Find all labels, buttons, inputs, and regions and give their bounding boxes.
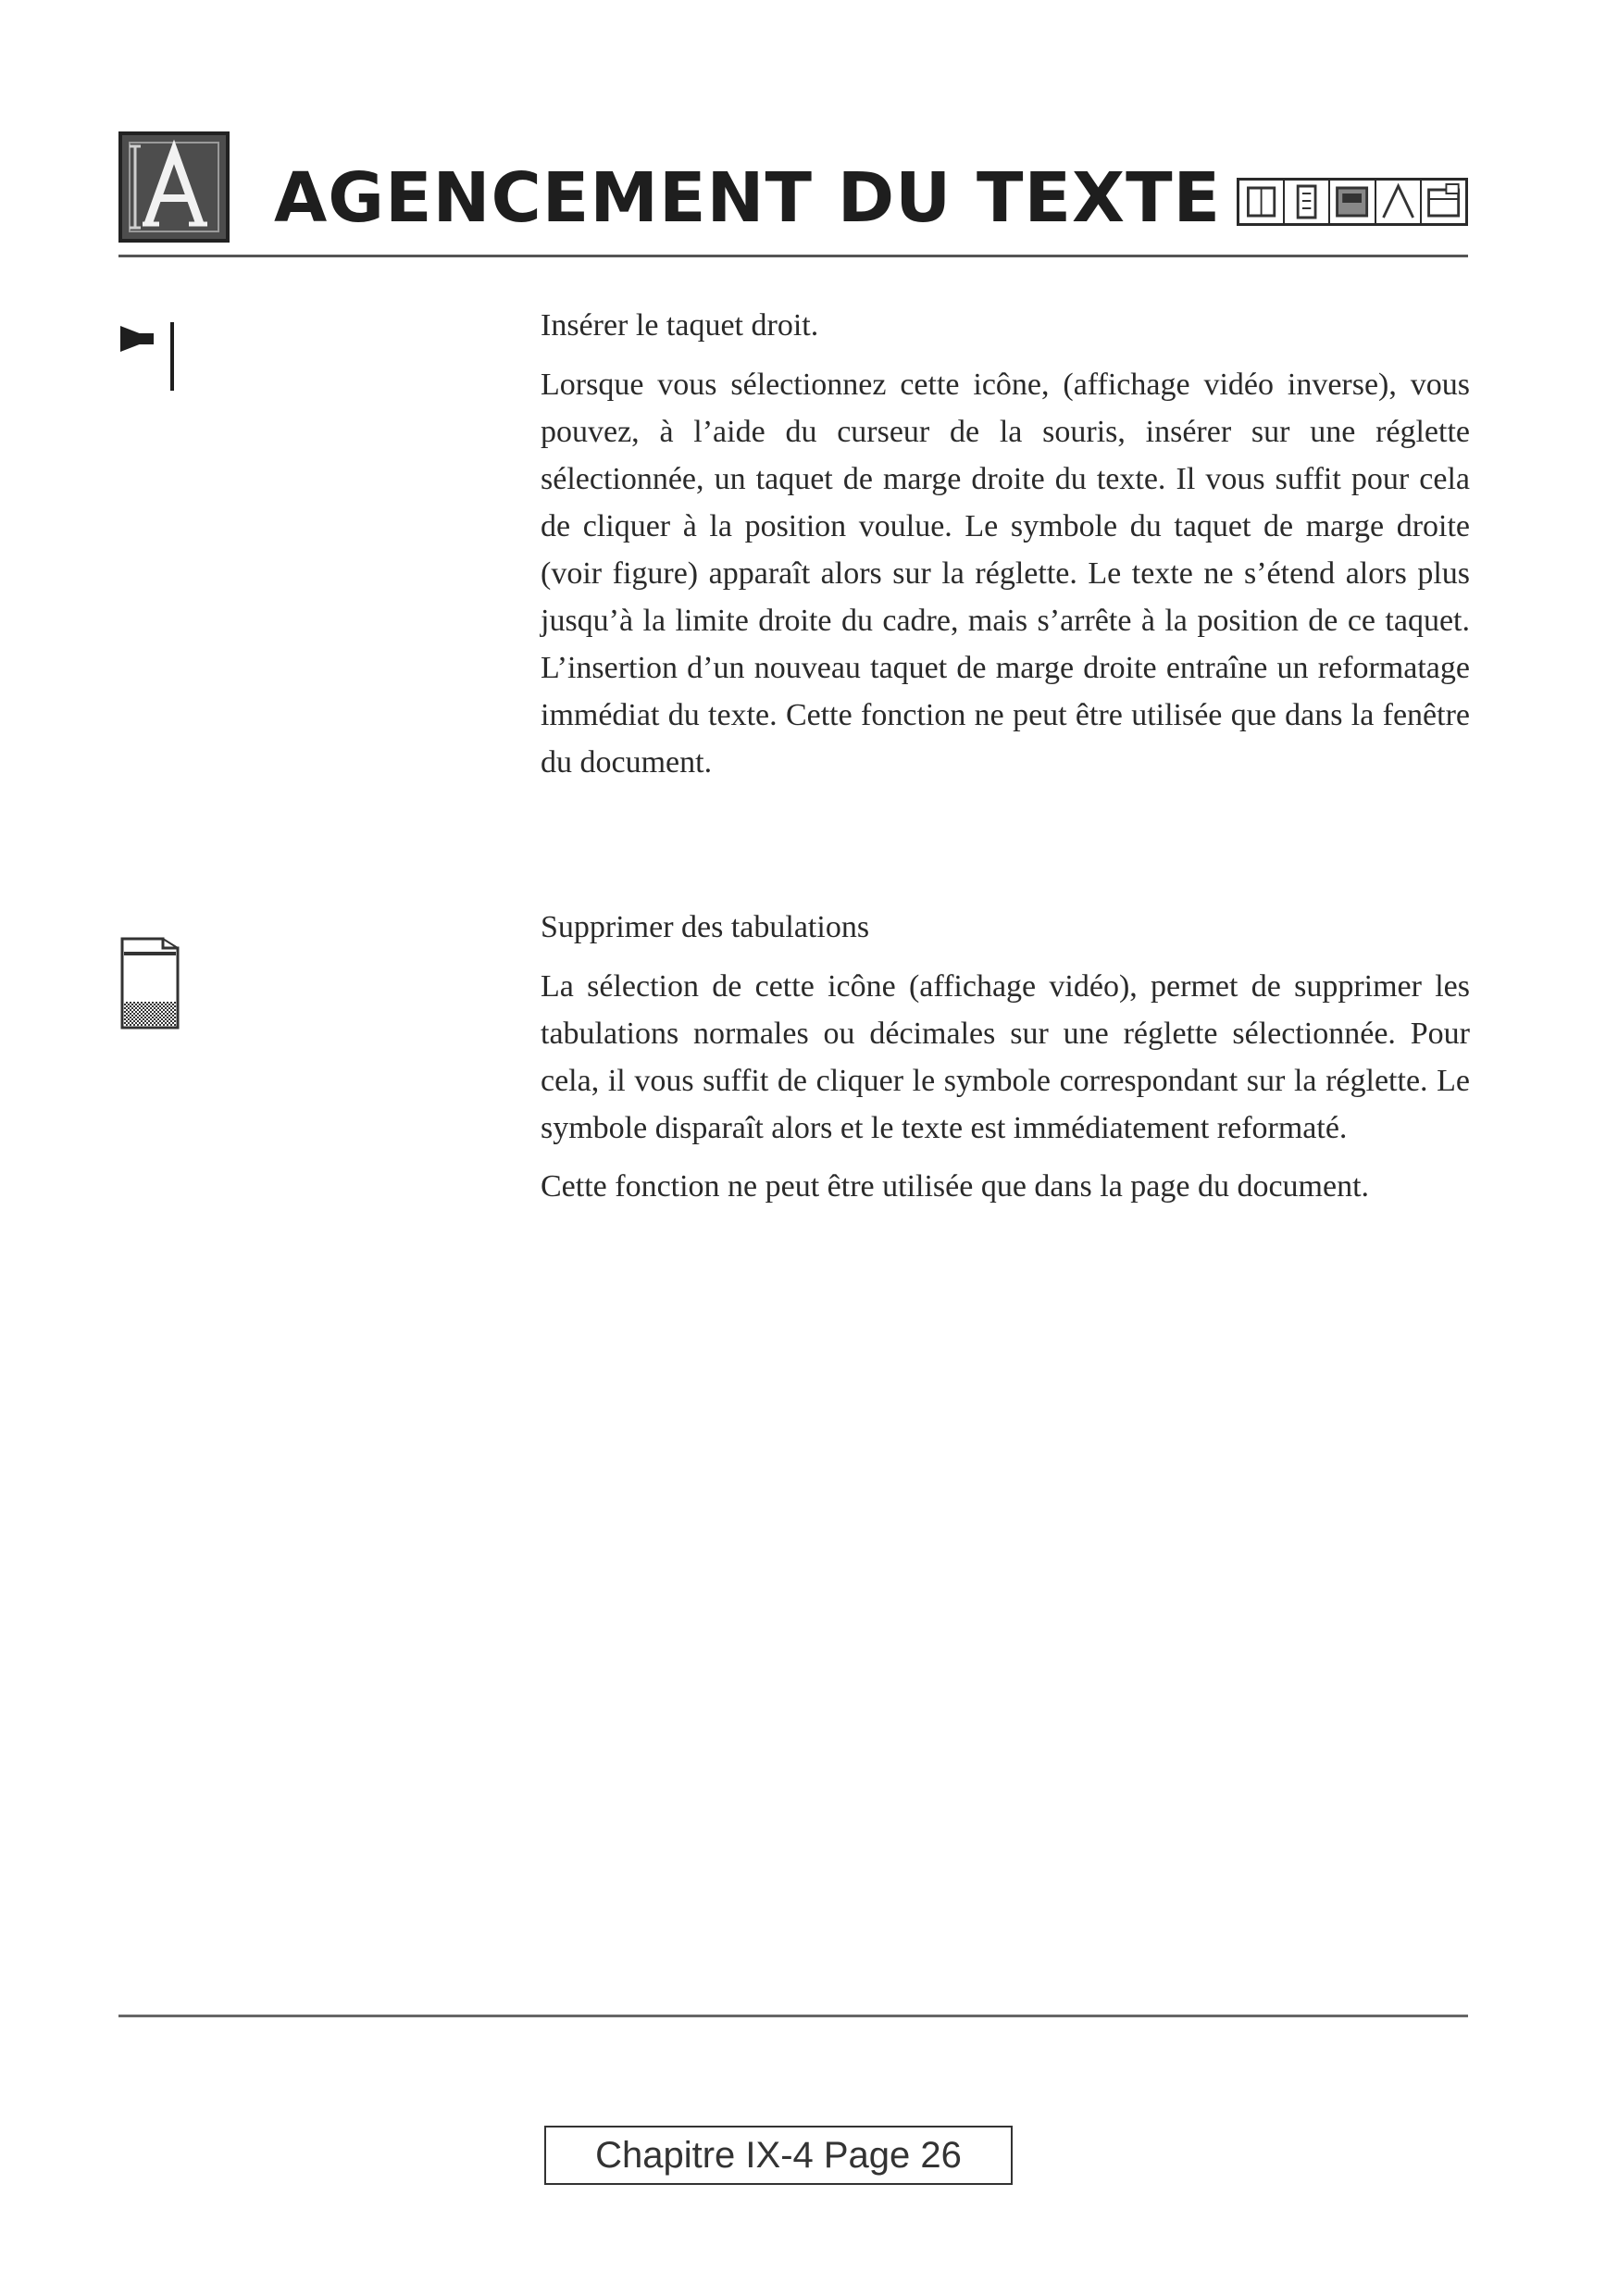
right-margin-tab-icon [118,317,180,391]
page-title: AGENCEMENT DU TEXTE [274,158,1222,238]
layout-icon [1422,181,1465,223]
footer-rule [118,2015,1468,2017]
section-insert-right-tab [541,302,1470,797]
paragraph-icon [1285,181,1330,223]
section-heading: Supprimer des tabulations [541,910,870,944]
section-delete-tabs [541,904,1470,1221]
header-toolbar-icons [1237,178,1468,226]
image-icon [1330,181,1375,223]
page-number-box: Chapitre IX-4 Page 26 [544,2126,1013,2185]
section-paragraph: Lorsque vous sélectionnez cette icône, (affichage vidéo inverse), vous pouvez, à l’aide du curseur de la souris, insérer sur une réglette sélectionnée, un taquet de marge droite du texte. Il vous suffit pour cela de cliquer à la position voulue. Le symbole du taquet de marge droite (voir figure) apparaît alors sur la réglette. Le texte ne s’étend alors plus jusqu’à la limite droite du cadre, mais s’arrête à la position de ce taquet. L’insertion d’un nouveau taquet de marge droite entraîne un reformatage immédiat du texte. Cette fonction ne peut être utilisée que dans la fenêtre du document. [541,368,1470,780]
section-paragraph: Cette fonction ne peut être utilisée que dans la page du document. [541,1169,1370,1204]
page-header [118,131,1468,246]
section-paragraph: La sélection de cette icône (affichage vidéo), permet de supprimer les tabulations normales ou décimales sur une réglette sélectionnée. Pour cela, il vous suffit de cliquer le symbole correspondant sur la réglette. Le symbole disparaît alors et le texte est immédiatement reformaté. [541,969,1470,1145]
text-frame-icon [1239,181,1285,223]
letter-a-logo-icon [118,131,230,243]
delete-tabs-icon [118,935,181,1031]
drawing-icon [1376,181,1422,223]
header-rule [118,255,1468,257]
section-heading: Insérer le taquet droit. [541,308,819,343]
